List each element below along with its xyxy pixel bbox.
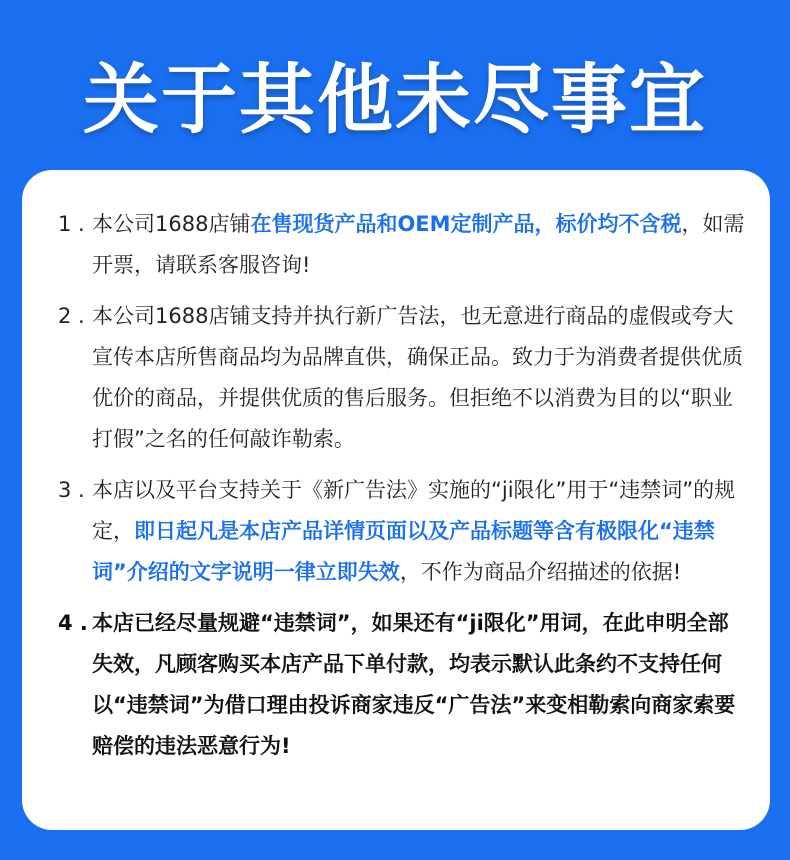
- item-number: 3 .: [58, 478, 85, 502]
- item-highlight-text: 即日起凡是本店产品详情页面以及产品标题等含有极限化“违禁词”介绍的文字说明一律立即失效: [92, 519, 715, 584]
- notice-item-1: [58, 204, 748, 286]
- item-number: 2 .: [58, 304, 85, 328]
- item-text: 本店以及平台支持关于《新广告法》实施的“ji限化”用于“违禁词”的规定，: [92, 478, 736, 543]
- notice-card: [22, 170, 770, 830]
- notice-item-4: [58, 603, 748, 767]
- notice-item-3: [58, 470, 748, 593]
- item-highlight-text: 在售现货产品和OEM定制产品，标价均不含税: [250, 212, 682, 236]
- item-number: 4 .: [58, 611, 88, 635]
- item-text: ，不作为商品介绍描述的依据!: [399, 560, 682, 584]
- item-number: 1 .: [58, 212, 85, 236]
- page-title: 关于其他未尽事宜: [83, 55, 707, 144]
- item-text: ，如需开票，请联系客服咨询!: [92, 212, 745, 277]
- item-text: 本店已经尽量规避“违禁词”，如果还有“ji限化”用词，在此申明全部失效，凡顾客购买本店产品下单付款，均表示默认此条约不支持任何以“违禁词”为借口理由投诉商家违反“广告法”来变相勒索向商家索要赔偿的违法恶意行为!: [92, 611, 736, 758]
- notice-item-2: [58, 296, 748, 460]
- item-text: 本公司1688店铺支持并执行新广告法，也无意进行商品的虚假或夸大宣传本店所售商品均为品牌直供，确保正品。致力于为消费者提供优质优价的商品，并提供优质的售后服务。但拒绝不以消费为目的以“职业打假”之名的任何敲诈勒索。: [92, 304, 743, 451]
- notice-list: [58, 204, 748, 777]
- item-text: 本公司1688店铺: [92, 212, 251, 236]
